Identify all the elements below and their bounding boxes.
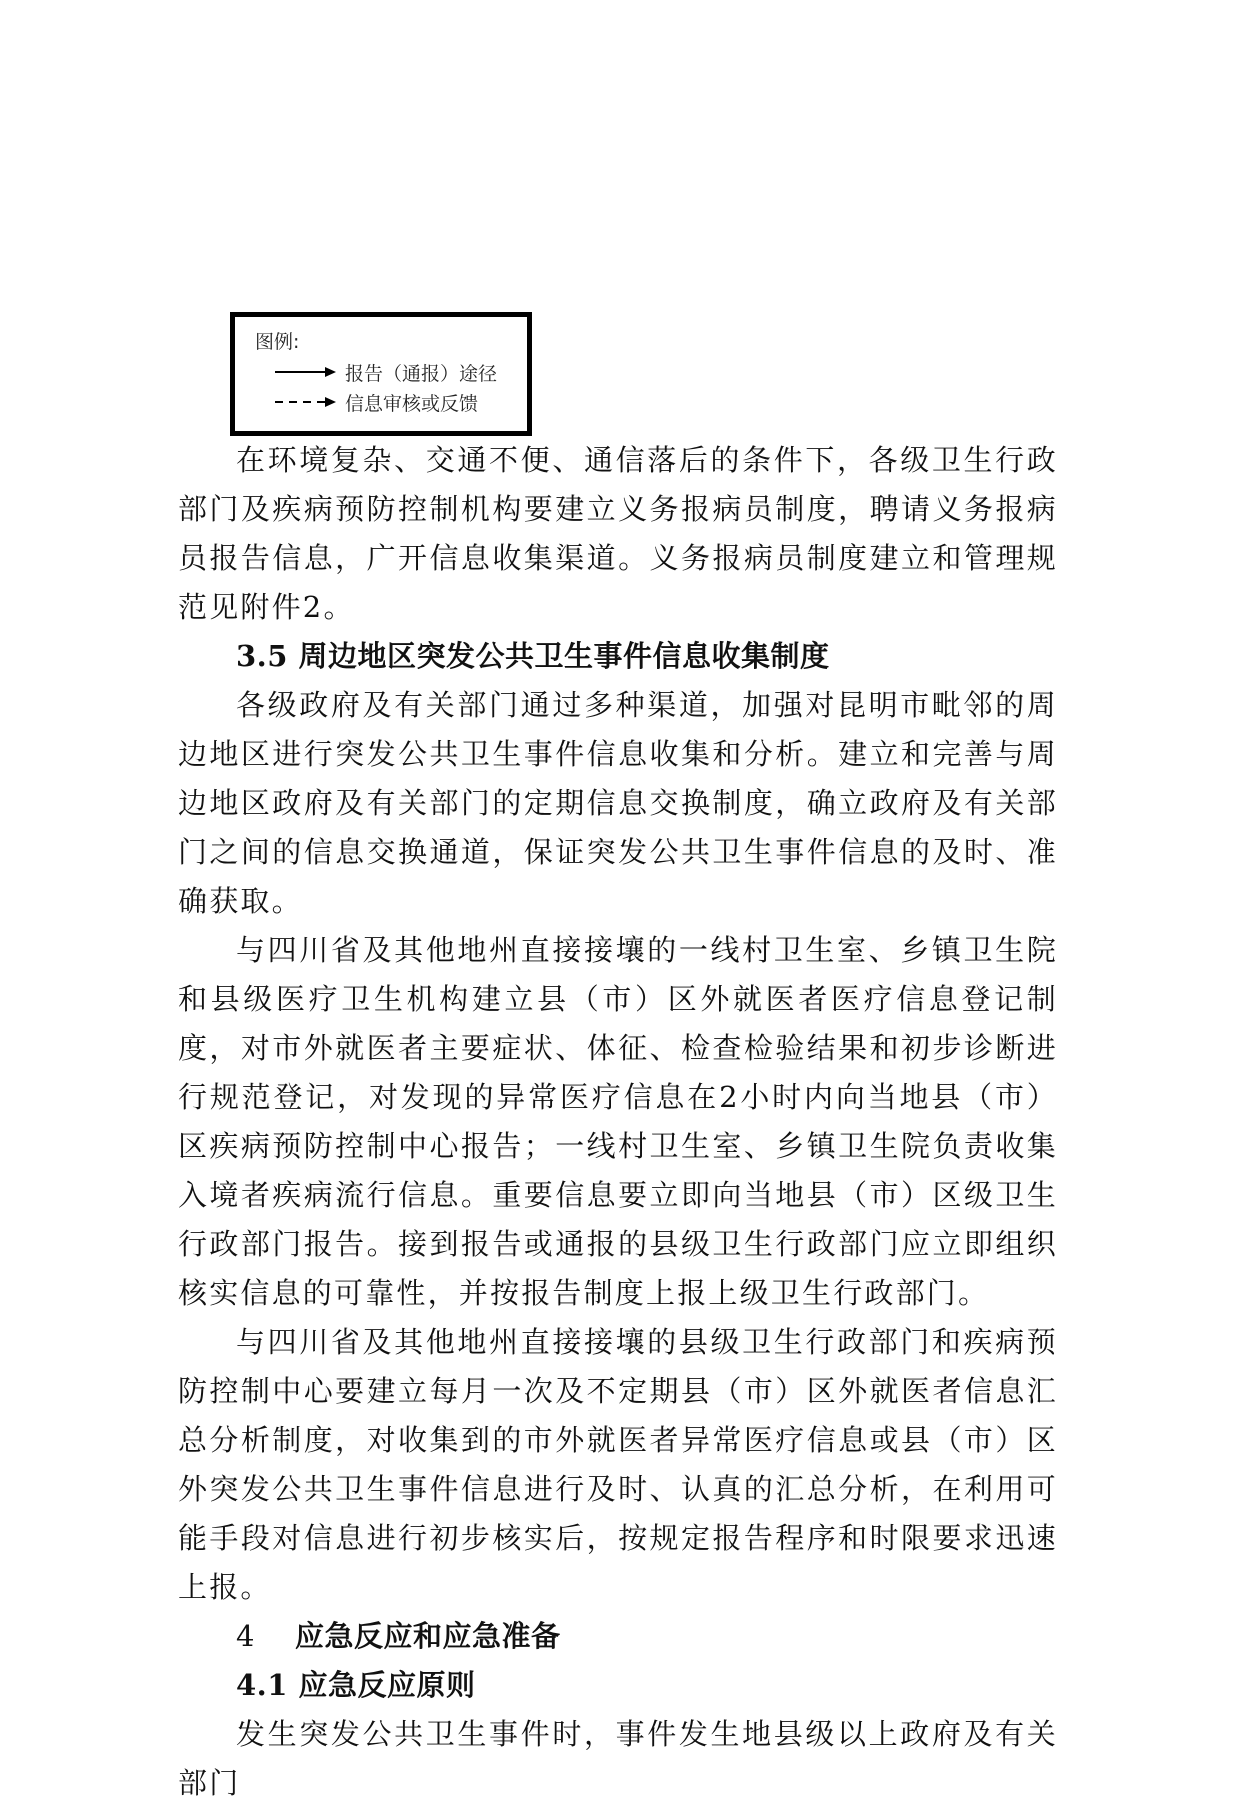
section-heading-3-5: 3.5 周边地区突发公共卫生事件信息收集制度: [236, 639, 830, 673]
legend-item-feedback: [273, 389, 478, 415]
section-heading-4-1: 4.1 应急反应原则: [236, 1668, 476, 1702]
section-heading-4: [178, 1612, 1058, 1661]
legend-label: 报告（通报）途径: [345, 362, 498, 385]
legend-label: 信息审核或反馈: [345, 392, 479, 415]
legend-box: [230, 312, 532, 436]
legend-item-report-path: [273, 359, 497, 385]
paragraph: 与四川省及其他地州直接接壤的一线村卫生室、乡镇卫生院和县级医疗卫生机构建立县（市）区外就医者医疗信息登记制度，对市外就医者主要症状、体征、检查检验结果和初步诊断进行规范登记，对发现的异常医疗信息在2小时内向当地县（市）区疾病预防控制中心报告；一线村卫生室、乡镇卫生院负责收集入境者疾病流行信息。重要信息要立即向当地县（市）区级卫生行政部门报告。接到报告或通报的县级卫生行政部门应立即组织核实信息的可靠性，并按报告制度上报上级卫生行政部门。: [178, 933, 1058, 1310]
legend-title: 图例:: [255, 331, 300, 353]
paragraph: 各级政府及有关部门通过多种渠道，加强对昆明市毗邻的周边地区进行突发公共卫生事件信息收集和分析。建立和完善与周边地区政府及有关部门的定期信息交换制度，确立政府及有关部门之间的信息交换通道，保证突发公共卫生事件信息的及时、准确获取。: [178, 688, 1058, 918]
paragraph: 与四川省及其他地州直接接壤的县级卫生行政部门和疾病预防控制中心要建立每月一次及不定期县（市）区外就医者信息汇总分析制度，对收集到的市外就医者异常医疗信息或县（市）区外突发公共卫生事件信息进行及时、认真的汇总分析，在利用可能手段对信息进行初步核实后，按规定报告程序和时限要求迅速上报。: [178, 1325, 1058, 1604]
section-title: 应急反应和应急准备: [294, 1619, 561, 1653]
section-number: 4: [236, 1619, 255, 1653]
document-body: [178, 436, 1058, 1808]
paragraph: 发生突发公共卫生事件时，事件发生地县级以上政府及有关部门: [178, 1717, 1058, 1800]
dashed-arrow-icon: [273, 394, 337, 410]
paragraph: 在环境复杂、交通不便、通信落后的条件下，各级卫生行政部门及疾病预防控制机构要建立义务报病员制度，聘请义务报病员报告信息，广开信息收集渠道。义务报病员制度建立和管理规范见附件2。: [178, 443, 1058, 624]
solid-arrow-icon: [273, 364, 337, 380]
